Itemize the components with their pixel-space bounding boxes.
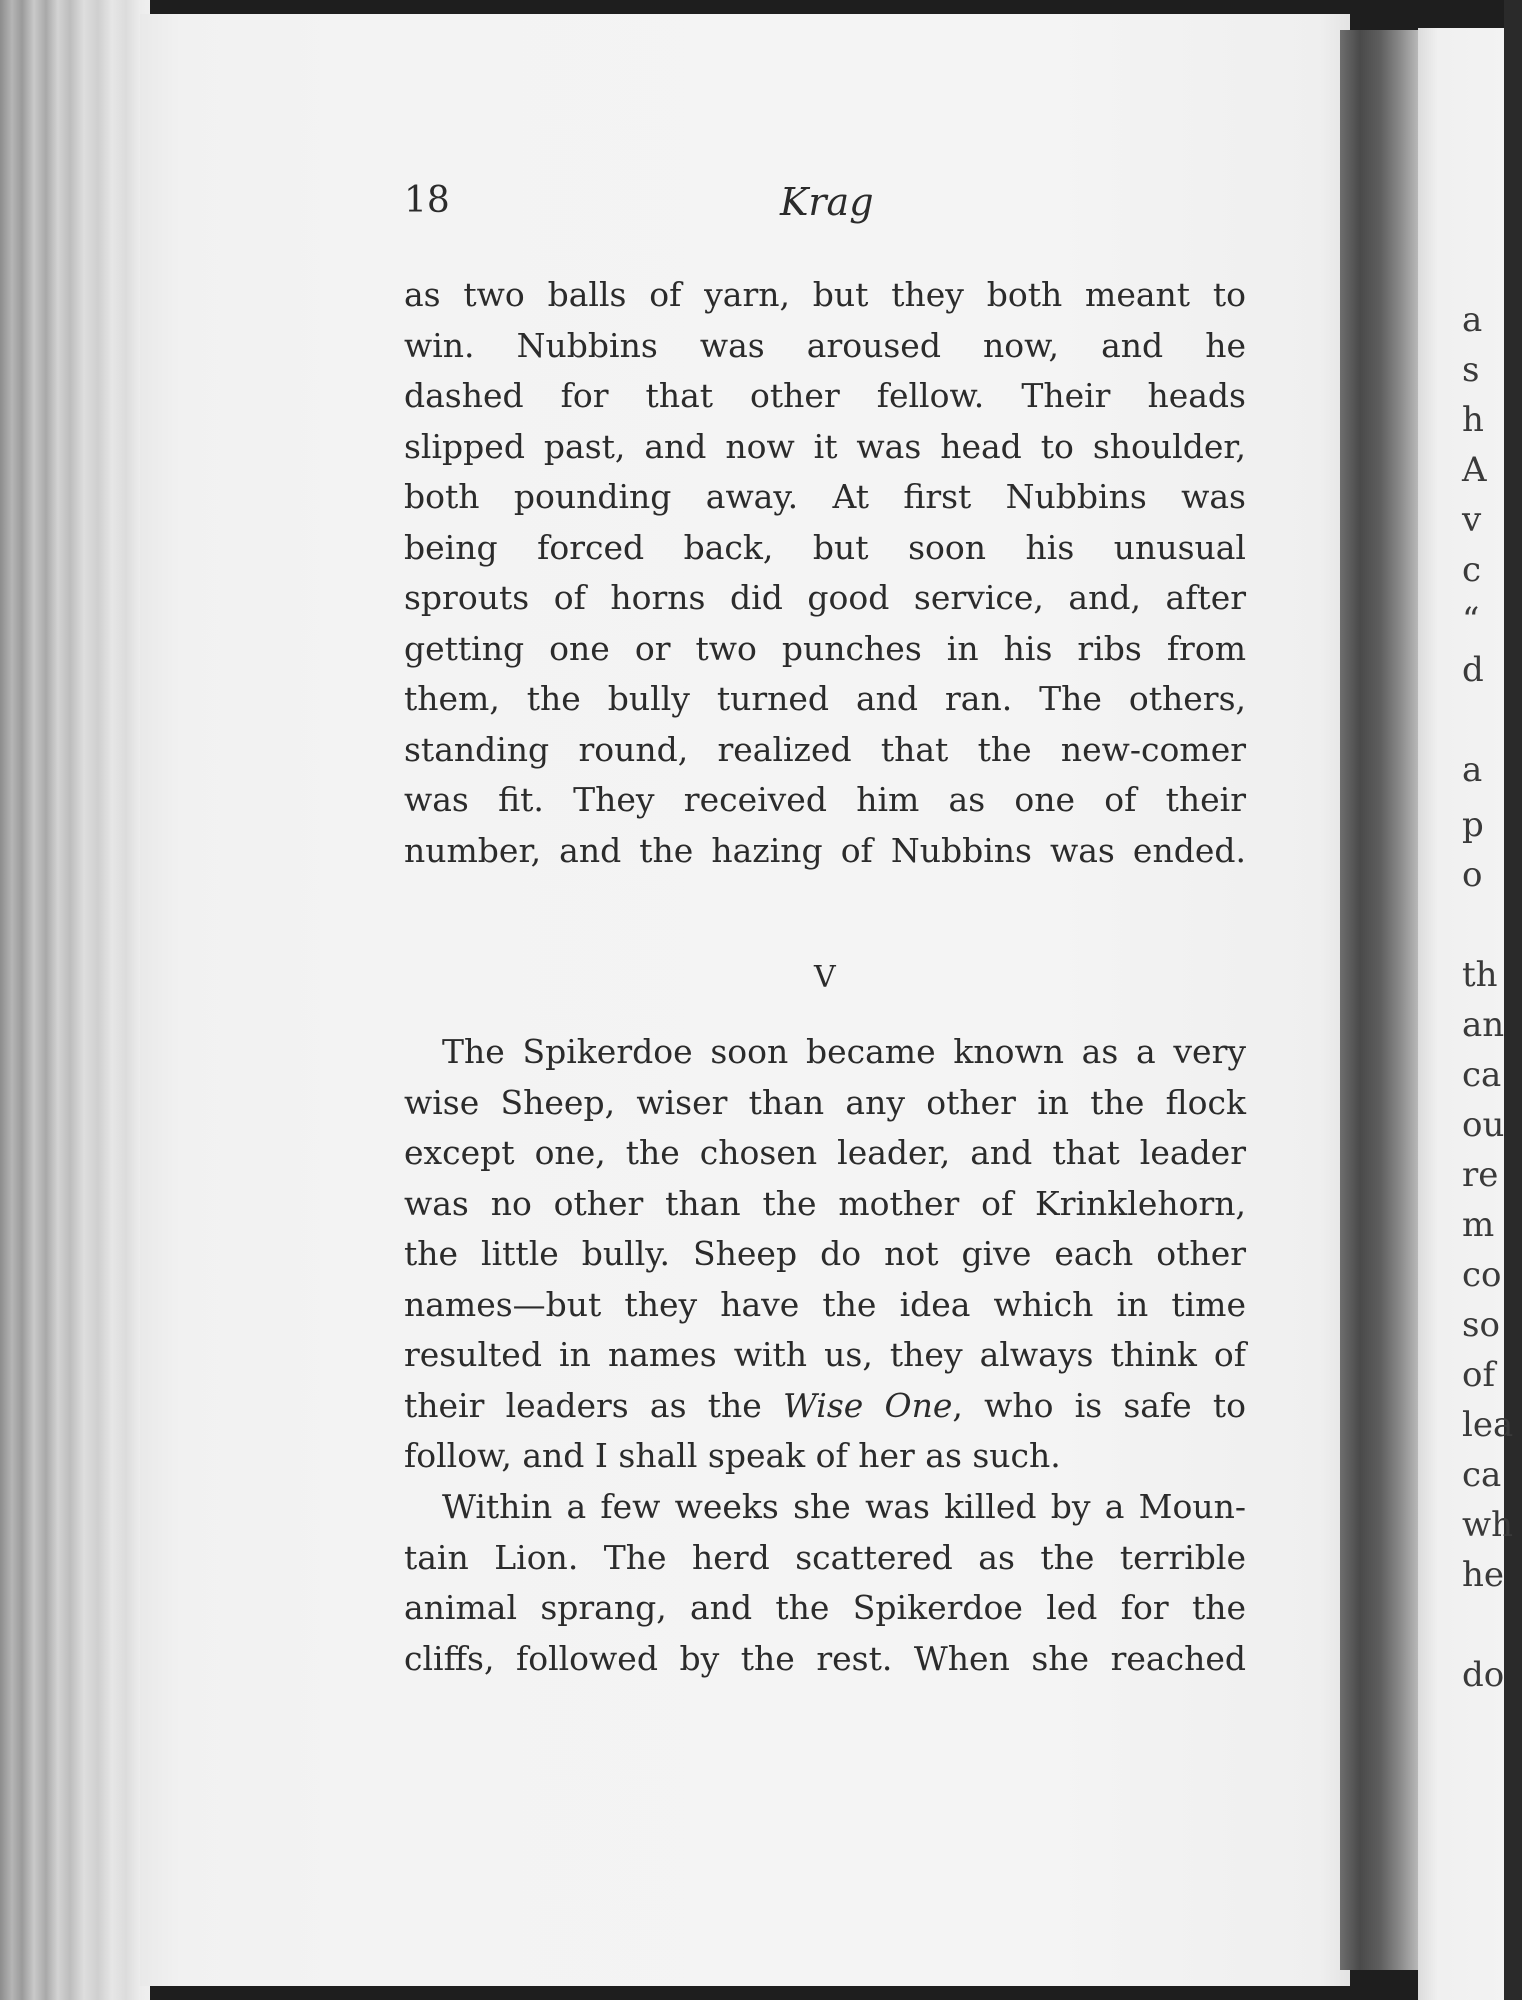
right-page-fragment: re: [1462, 1155, 1499, 1195]
text-line: both pounding away. At first Nubbins was: [404, 477, 1246, 516]
running-head: Krag: [780, 180, 874, 224]
right-page-fragment: s: [1462, 350, 1480, 390]
text-line: wise Sheep, wiser than any other in the flock: [404, 1082, 1246, 1122]
right-page-fragment: co: [1462, 1255, 1502, 1295]
text-line: getting one or two punches in his ribs from: [404, 628, 1246, 668]
text-line: as two balls of yarn, but they both meant to: [404, 275, 1246, 314]
right-page-fragment: a: [1462, 750, 1483, 790]
right-page-fragment: of: [1462, 1355, 1496, 1395]
text-line: the little bully. Sheep do not give each other: [404, 1234, 1246, 1273]
page-edge-stack: [0, 0, 150, 2000]
right-page-fragment: h: [1462, 400, 1484, 440]
text-line-with-italic: [404, 1381, 1246, 1432]
text-line: being forced back, but soon his unusual: [404, 527, 1246, 567]
text-line: follow, and I shall speak of her as such.: [404, 1436, 1061, 1475]
right-page-fragment: c: [1462, 550, 1482, 590]
right-page-fragment: wh: [1462, 1505, 1513, 1545]
text-line: cliffs, followed by the rest. When she reached: [404, 1638, 1246, 1678]
text-run: , who is safe to: [952, 1385, 1247, 1425]
right-page-fragment: an: [1462, 1005, 1505, 1045]
text-line: sprouts of horns did good service, and, after: [404, 578, 1246, 617]
text-line: except one, the chosen leader, and that leader: [404, 1133, 1246, 1172]
right-page-fragment: d: [1462, 650, 1484, 690]
right-page-fragment: lea: [1462, 1405, 1514, 1445]
right-page-fragment: th: [1462, 955, 1498, 995]
text-line: dashed for that other fellow. Their heads: [404, 376, 1246, 415]
right-page-fragment: m: [1462, 1205, 1495, 1245]
paragraph-continued: [404, 270, 1246, 876]
right-page-fragment: “: [1462, 600, 1480, 640]
page-number: 18: [404, 180, 450, 221]
right-page-fragment: so: [1462, 1305, 1500, 1345]
section-numeral: V: [814, 960, 836, 995]
text-line: slipped past, and now it was head to shoulder,: [404, 426, 1246, 466]
italic-term: Wise One: [782, 1385, 953, 1425]
paragraph-wise-one: [404, 1027, 1246, 1482]
text-line: Within a few weeks she was killed by a Moun-: [442, 1487, 1246, 1526]
right-page-fragment: p: [1462, 805, 1484, 845]
text-line: win. Nubbins was aroused now, and he: [404, 325, 1246, 365]
text-line: resulted in names with us, they always think of: [404, 1335, 1246, 1374]
right-page-fragment: ou: [1462, 1105, 1505, 1145]
right-page-fragment: he: [1462, 1555, 1505, 1595]
right-page-fragment: v: [1462, 500, 1482, 540]
text-line: them, the bully turned and ran. The others,: [404, 679, 1246, 718]
text-line: was fit. They received him as one of their: [404, 780, 1246, 819]
right-page-fragment: ca: [1462, 1455, 1502, 1495]
paragraph-mountain-lion: [404, 1482, 1246, 1684]
text-line: tain Lion. The herd scattered as the terrible: [404, 1537, 1246, 1577]
right-page-fragment: o: [1462, 855, 1483, 895]
text-line: names—but they have the idea which in time: [404, 1284, 1246, 1324]
right-page-fragment: A: [1462, 450, 1487, 490]
text-line: animal sprang, and the Spikerdoe led for the: [404, 1588, 1246, 1627]
text-run: their leaders as the: [404, 1385, 783, 1425]
right-page-fragment: do: [1462, 1655, 1505, 1695]
text-line: number, and the hazing of Nubbins was ended.: [404, 830, 1246, 870]
text-line: was no other than the mother of Krinklehorn,: [404, 1183, 1246, 1223]
right-page-fragment: a: [1462, 300, 1483, 340]
gutter-shadow: [1340, 30, 1420, 1970]
text-line: standing round, realized that the new-comer: [404, 729, 1246, 769]
text-line: The Spikerdoe soon became known as a very: [442, 1032, 1246, 1071]
right-page-fragment: ca: [1462, 1055, 1502, 1095]
